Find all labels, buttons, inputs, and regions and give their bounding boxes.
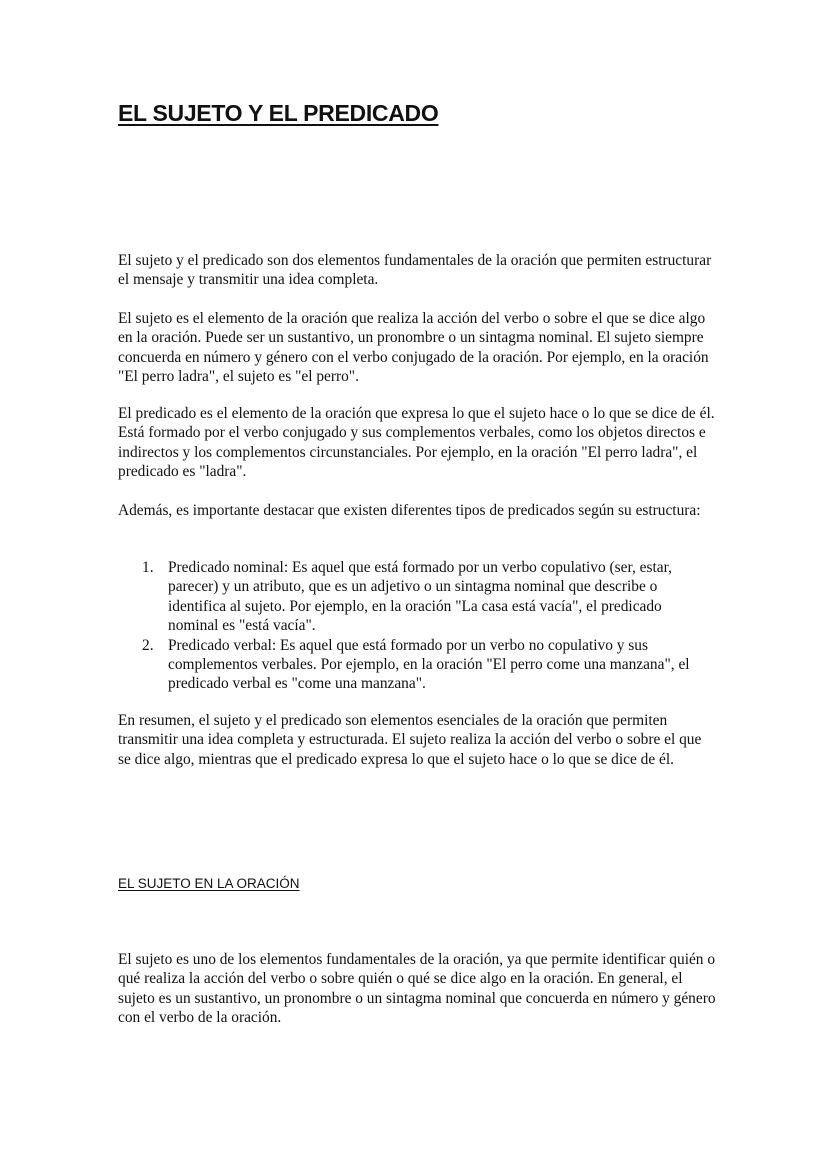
types-intro-paragraph: Además, es importante destacar que existen diferentes tipos de predicados según su estructura: <box>118 502 701 519</box>
summary-paragraph: En resumen, el sujeto y el predicado son elementos esenciales de la oración que permiten transmitir una idea completa y estructurada. El sujeto realiza la acción del verbo o sobre el que se dice algo, mientras que el predicado expresa lo que el sujeto hace o lo que se dice de él. <box>118 712 702 768</box>
predicate-types-list <box>118 558 716 694</box>
list-item-text: Predicado verbal: Es aquel que está formado por un verbo no copulativo y sus complementos verbales. Por ejemplo, en la oración "El perro come una manzana", el predicado verbal es "come una manzana". <box>168 636 690 693</box>
list-item <box>118 558 716 636</box>
list-item <box>118 636 716 694</box>
page-title: EL SUJETO Y EL PREDICADO <box>118 100 439 126</box>
section-title: EL SUJETO EN LA ORACIÓN <box>118 876 300 891</box>
subject-paragraph: El sujeto es el elemento de la oración que realiza la acción del verbo o sobre el que se dice algo en la oración. Puede ser un sustantivo, un pronombre o un sintagma nominal. El sujeto siempre concuerda en número y género con el verbo conjugado de la oración. Por ejemplo, en la oración "El perro ladra", el sujeto es "el perro". <box>118 310 709 386</box>
section-paragraph: El sujeto es uno de los elementos fundamentales de la oración, ya que permite identificar quién o qué realiza la acción del verbo o sobre quién o qué se dice algo en la oración. En general, el sujeto es un sustantivo, un pronombre o un sintagma nominal que concuerda en número y género con el verbo de la oración. <box>118 951 716 1027</box>
list-item-number: 2. <box>142 636 154 654</box>
predicate-paragraph: El predicado es el elemento de la oración que expresa lo que el sujeto hace o lo que se dice de él. Está formado por el verbo conjugado y sus complementos verbales, como los objetos directos e indirectos y los complementos circunstanciales. Por ejemplo, en la oración "El perro ladra", el predicado es "ladra". <box>118 405 715 481</box>
list-item-number: 1. <box>142 559 154 576</box>
intro-paragraph: El sujeto y el predicado son dos elementos fundamentales de la oración que permiten estructurar el mensaje y transmitir una idea completa. <box>118 252 712 289</box>
list-item-text: Predicado nominal: Es aquel que está formado por un verbo copulativo (ser, estar, parecer) y un atributo, que es un adjetivo o un sintagma nominal que describe o identifica al sujeto. Por ejemplo, en la oración "La casa está vacía", el predicado nominal es "está vacía". <box>168 559 672 635</box>
